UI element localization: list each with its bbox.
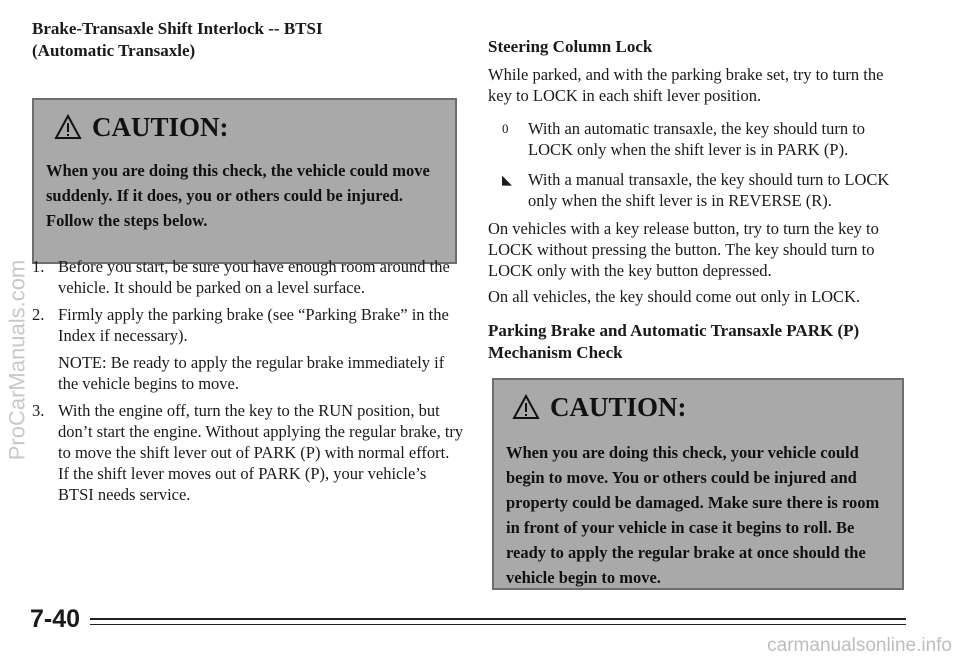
- warning-triangle-icon: [512, 394, 540, 420]
- step-item: 1. Before you start, be sure you have enough room around the vehicle. It should be parked on a level surface.: [32, 257, 450, 297]
- intro-paragraph: While parked, and with the parking brake set, try to turn the key to LOCK in each shift lever position.: [488, 65, 884, 105]
- caution-body: When you are doing this check, the vehicle could move suddenly. If it does, you or others could be injured. Follow the steps below.: [46, 161, 430, 230]
- caution-box-btsi: [32, 98, 457, 264]
- watermark-vertical: ProCarManuals.com: [4, 259, 30, 461]
- step-item: 2. Firmly apply the parking brake (see “Parking Brake” in the Index if necessary).: [32, 305, 449, 345]
- key-release-paragraph: On vehicles with a key release button, try to turn the key to LOCK without pressing the button. The key should turn to LOCK only with the key button depressed.: [488, 219, 879, 280]
- steps-list: [32, 256, 464, 505]
- page-number: 7-40: [30, 605, 81, 633]
- caution-title: CAUTION:: [32, 112, 457, 142]
- section-heading-steering-lock: Steering Column Lock: [488, 37, 653, 56]
- step-item: 3. With the engine off, turn the key to the RUN position, but don’t start the engine. Without applying the regular brake, try to move the shift lever out of PARK (P) with normal effort. If the shift lever moves out of PARK (P), your vehicle’s BTSI needs service.: [32, 401, 464, 504]
- caution-body: When you are doing this check, your vehicle could begin to move. You or others could be injured and property could be damaged. Make sure there is room in front of your vehicle in case it begins to roll. Be ready to apply the regular brake at once should the vehicle begin to move.: [506, 443, 880, 587]
- key-lock-paragraph: On all vehicles, the key should come out only in LOCK.: [488, 287, 861, 306]
- section-heading-parking-brake: Parking Brake and Automatic Transaxle PARK (P) Mechanism Check: [488, 321, 860, 362]
- watermark-footer: carmanualsonline.info: [767, 635, 952, 656]
- footer-rule: [90, 618, 906, 625]
- caution-title: CAUTION:: [492, 392, 904, 422]
- step-note: NOTE: Be ready to apply the regular brake immediately if the vehicle begins to move.: [58, 353, 445, 393]
- caution-box-parking: [492, 378, 904, 590]
- bullet-list: [502, 118, 908, 211]
- bullet-icon: ◣: [502, 172, 512, 187]
- bullet-item: ◣ With a manual transaxle, the key should turn to LOCK only when the shift lever is in REVERSE (R).: [502, 170, 890, 210]
- warning-triangle-icon: [54, 114, 82, 140]
- bullet-item: 0 With an automatic transaxle, the key should turn to LOCK only when the shift lever is in PARK (P).: [502, 119, 866, 159]
- bullet-icon: 0: [502, 121, 509, 136]
- section-heading-btsi: Brake-Transaxle Shift Interlock -- BTSI (Automatic Transaxle): [32, 19, 323, 60]
